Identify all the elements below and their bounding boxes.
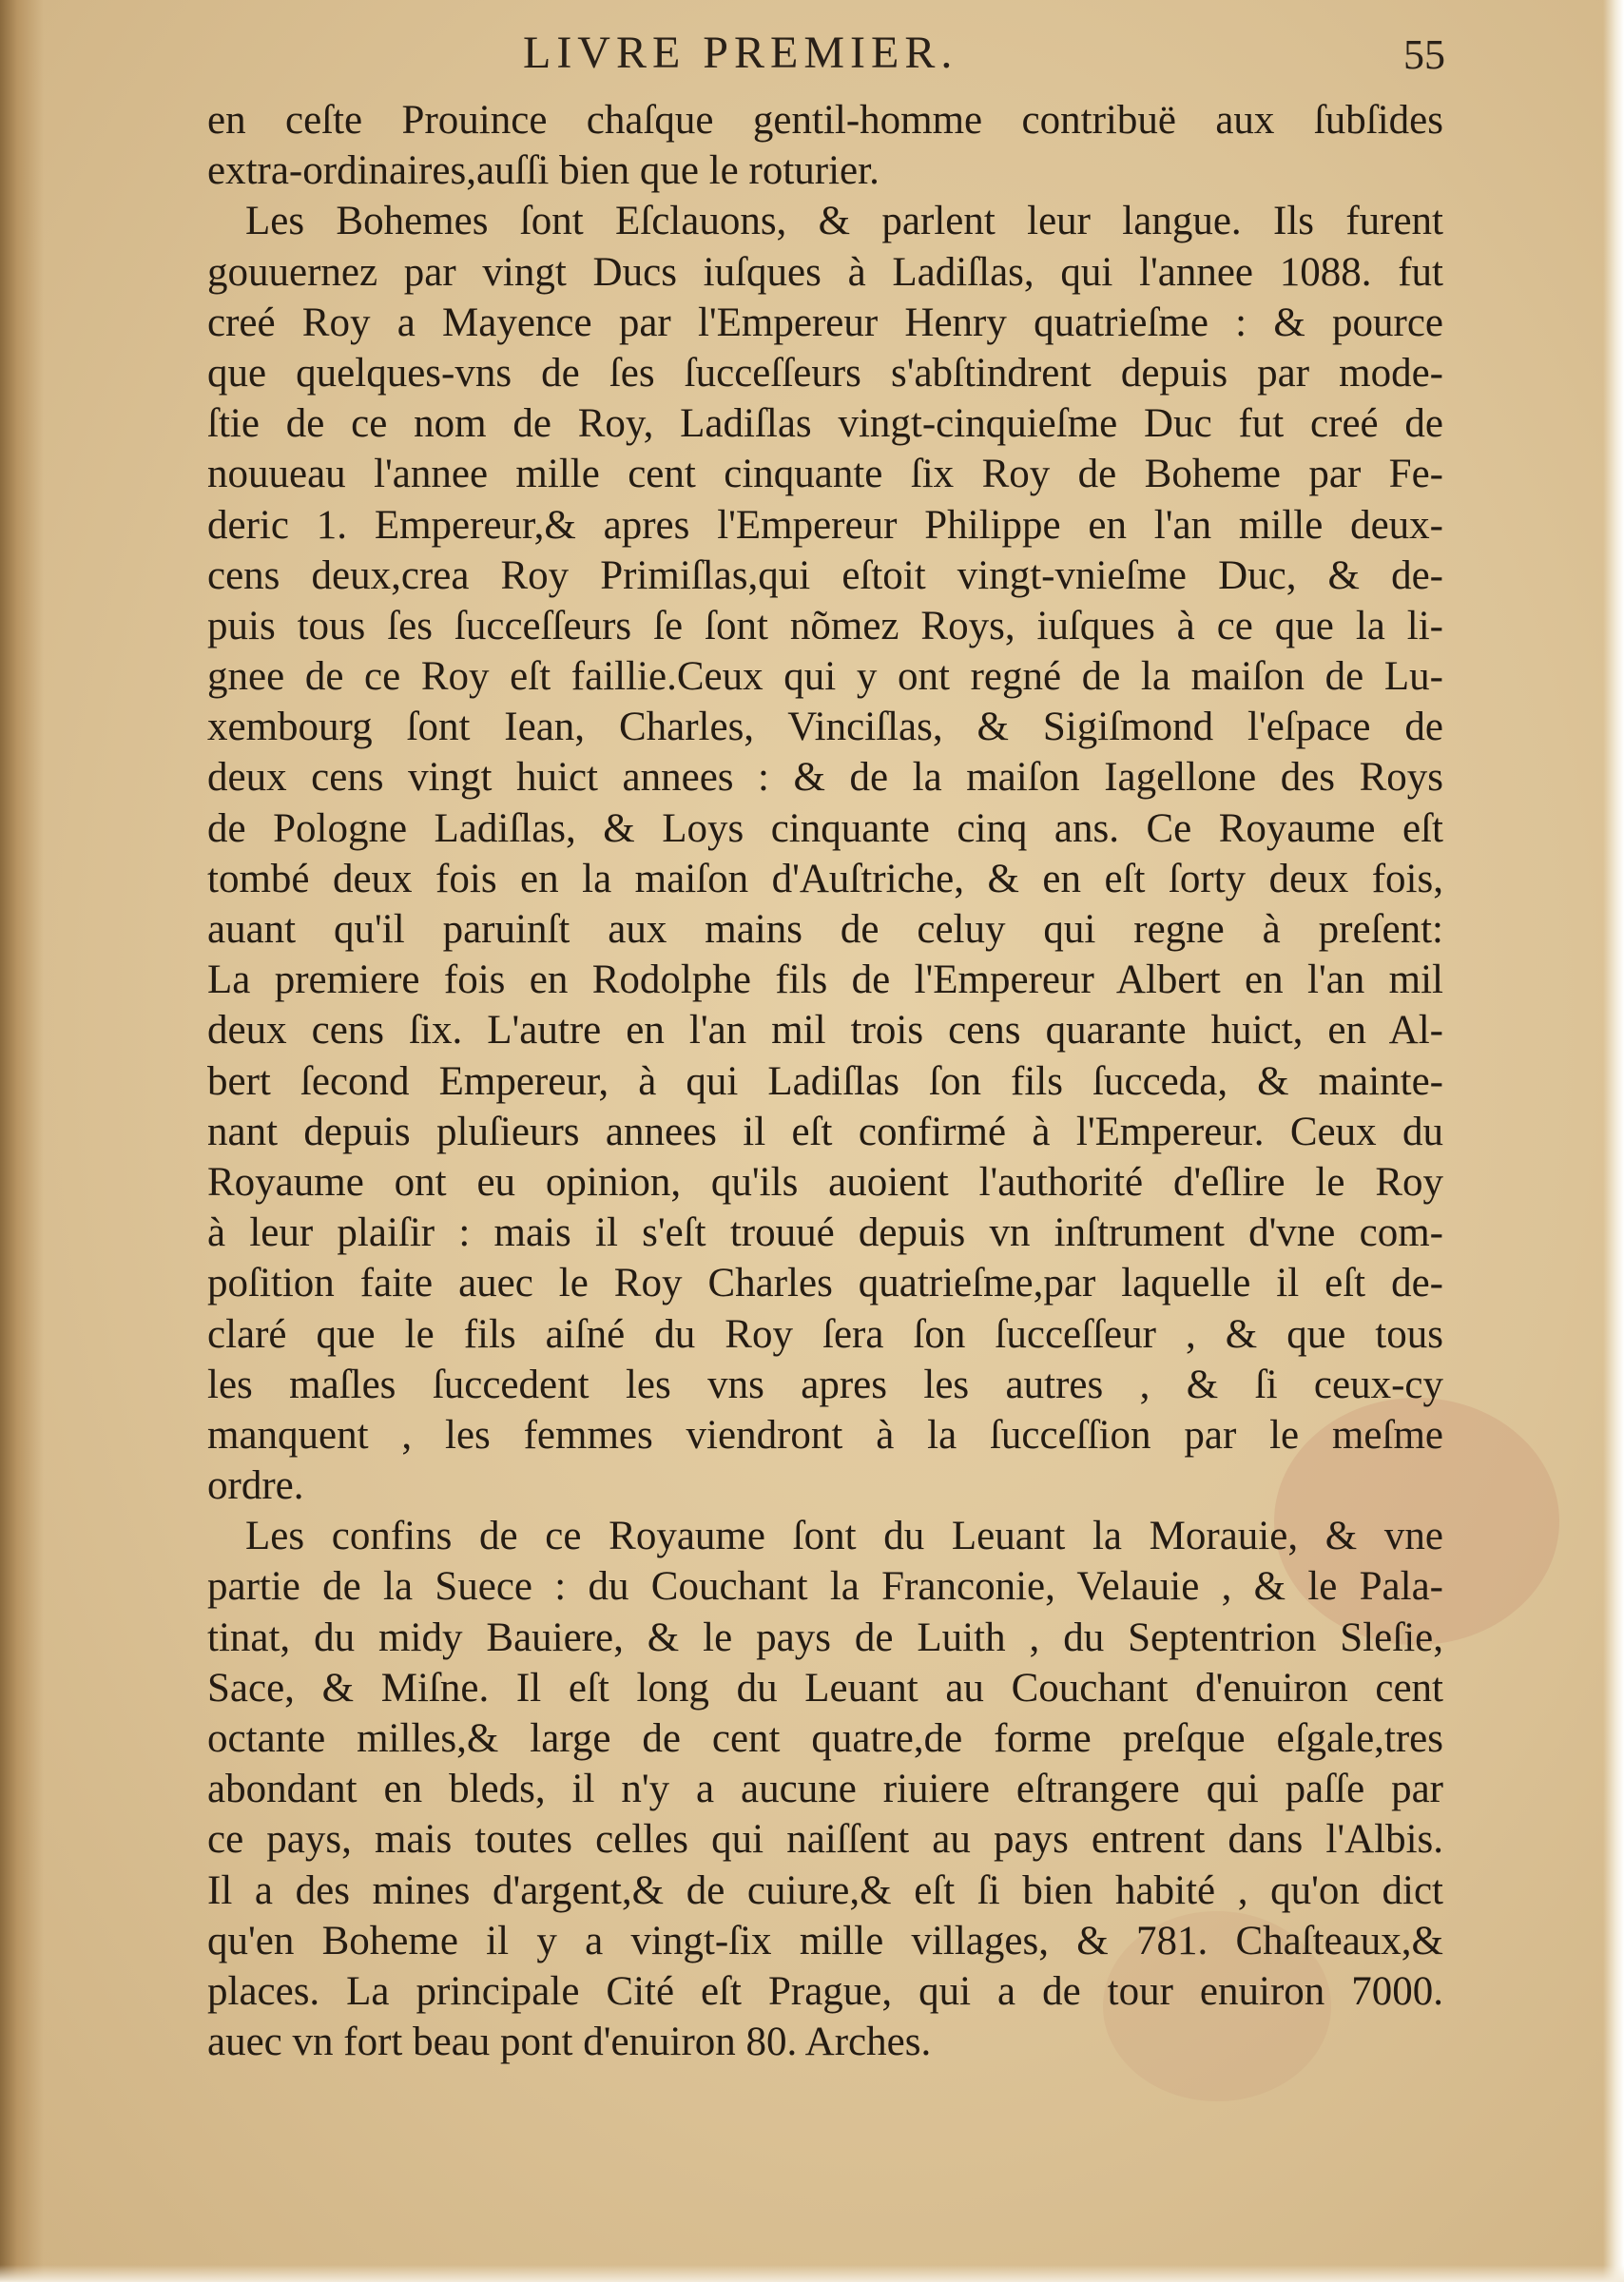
page-number: 55	[1403, 31, 1445, 78]
text-line: nouueau l'annee mille cent cinquante ſix Roy de Boheme par Fe-	[207, 452, 1443, 497]
text-line: Les confins de ce Royaume ſont du Leuant la Morauie, & vne	[245, 1514, 1443, 1559]
text-line: Les Bohemes ſont Eſclauons, & parlent leur langue. Ils furent	[245, 199, 1443, 244]
text-line: deric 1. Empereur,& apres l'Empereur Philippe en l'an mille deux-	[207, 502, 1443, 548]
text-line: La premiere fois en Rodolphe fils de l'Empereur Albert en l'an mil	[207, 957, 1443, 1003]
text-line: gnee de ce Roy eſt faillie.Ceux qui y ont regné de la maiſon de Lu-	[207, 654, 1443, 700]
paragraph	[207, 196, 1443, 1511]
gutter-shadow	[0, 0, 44, 2282]
text-line: ſtie de ce nom de Roy, Ladiſlas vingt-cinquieſme Duc fut creé de	[207, 401, 1443, 447]
text-line: en ceſte Prouince chaſque gentil-homme contribuë aux ſubſides	[207, 98, 1443, 143]
text-line: octante milles,& large de cent quatre,de forme preſque eſgale,tres	[207, 1716, 1443, 1761]
page-bottom-edge	[0, 2265, 1624, 2282]
page-edge	[1603, 0, 1624, 2282]
text-line: que quelques-vns de ſes ſucceſſeurs s'abſtindrent depuis par mode-	[207, 350, 1443, 396]
text-line: xembourg ſont Iean, Charles, Vinciſlas, & Sigiſmond l'eſpace de	[207, 705, 1443, 750]
text-line: extra-ordinaires,auſſi bien que le roturier.	[207, 148, 880, 194]
text-line: tombé deux fois en la maiſon d'Auſtriche, & en eſt ſorty deux fois,	[207, 856, 1443, 901]
text-line: abondant en bleds, il n'y a aucune riuiere eſtrangere qui paſſe par	[207, 1767, 1443, 1812]
paragraph	[207, 95, 1443, 196]
text-line: cens deux,crea Roy Primiſlas,qui eſtoit vingt-vnieſme Duc, & de-	[207, 552, 1443, 598]
text-line: Royaume ont eu opinion, qu'ils auoient l'authorité d'eſlire le Roy	[207, 1159, 1443, 1205]
text-line: Il a des mines d'argent,& de cuiure,& eſt ſi bien habité , qu'on dict	[207, 1867, 1443, 1913]
text-line: creé Roy a Mayence par l'Empereur Henry quatrieſme : & pource	[207, 300, 1443, 345]
text-line: ce pays, mais toutes celles qui naiſſent au pays entrent dans l'Albis.	[207, 1817, 1443, 1863]
text-line: partie de la Suece : du Couchant la Franconie, Velauie , & le Pala-	[207, 1564, 1443, 1610]
text-line: claré que le fils aiſné du Roy ſera ſon ſucceſſeur , & que tous	[207, 1311, 1443, 1357]
text-line: places. La principale Cité eſt Prague, qui a de tour enuiron 7000.	[207, 1968, 1443, 2014]
text-line: auant qu'il paruinſt aux mains de celuy qui regne à preſent:	[207, 907, 1443, 952]
text-line: auec vn fort beau pont d'enuiron 80. Arches.	[207, 2020, 932, 2065]
text-line: manquent , les femmes viendront à la ſucceſſion par le meſme	[207, 1412, 1443, 1458]
text-line: à leur plaiſir : mais il s'eſt trouué depuis vn inſtrument d'vne com-	[207, 1210, 1443, 1256]
text-line: ordre.	[207, 1463, 304, 1509]
text-line: deux cens vingt huict annees : & de la maiſon Iagellone des Roys	[207, 755, 1443, 801]
body-text	[207, 95, 1443, 2067]
text-line: tinat, du midy Bauiere, & le pays de Luith , du Septentrion Sleſie,	[207, 1615, 1443, 1660]
text-line: gouuernez par vingt Ducs iuſques à Ladiſlas, qui l'annee 1088. fut	[207, 249, 1443, 295]
text-line: les maſles ſuccedent les vns apres les autres , & ſi ceux-cy	[207, 1362, 1443, 1407]
text-line: bert ſecond Empereur, à qui Ladiſlas ſon fils ſucceda, & mainte-	[207, 1058, 1443, 1104]
running-title: LIVRE PREMIER.	[523, 28, 958, 78]
text-line: puis tous ſes ſucceſſeurs ſe ſont nõmez Roys, iuſques à ce que la li-	[207, 603, 1443, 648]
text-line: qu'en Boheme il y a vingt-ſix mille villages, & 781. Chaſteaux,&	[207, 1918, 1443, 1963]
text-line: de Pologne Ladiſlas, & Loys cinquante cinq ans. Ce Royaume eſt	[207, 805, 1443, 851]
text-line: deux cens ſix. L'autre en l'an mil trois cens quarante huict, en Al-	[207, 1008, 1443, 1054]
paragraph	[207, 1511, 1443, 2067]
text-line: poſition faite auec le Roy Charles quatrieſme,par laquelle il eſt de-	[207, 1261, 1443, 1306]
page-header	[190, 27, 1445, 84]
text-line: Sace, & Miſne. Il eſt long du Leuant au Couchant d'enuiron cent	[207, 1665, 1443, 1711]
text-line: nant depuis pluſieurs annees il eſt confirmé à l'Empereur. Ceux du	[207, 1109, 1443, 1154]
